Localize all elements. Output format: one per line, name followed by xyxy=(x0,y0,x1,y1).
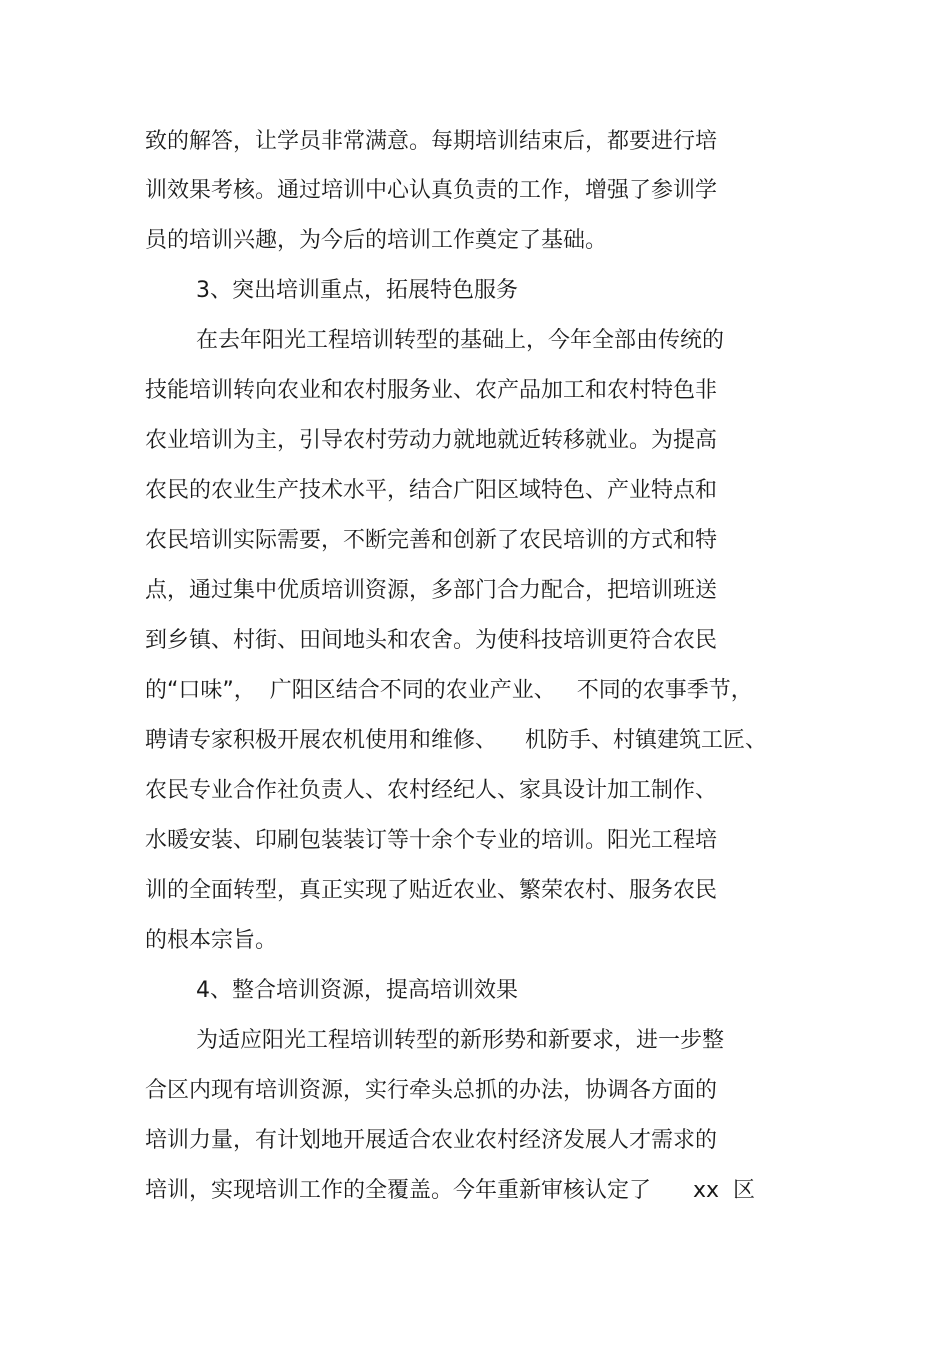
paragraph-line: 农民培训实际需要，不断完善和创新了农民培训的方式和特 xyxy=(145,528,718,553)
paragraph-line: 合区内现有培训资源，实行牵头总抓的办法，协调各方面的 xyxy=(145,1078,718,1103)
paragraph-line: 的“口味”， 广阳区结合不同的农业产业、 不同的农事季节， xyxy=(145,678,753,703)
paragraph-line: 为适应阳光工程培训转型的新形势和新要求，进一步整 xyxy=(196,1028,725,1053)
paragraph-line: 在去年阳光工程培训转型的基础上，今年全部由传统的 xyxy=(196,328,725,353)
paragraph-line: 聘请专家积极开展农机使用和维修、 机防手、村镇建筑工匠、 xyxy=(145,728,767,753)
paragraph-line: 员的培训兴趣，为今后的培训工作奠定了基础。 xyxy=(145,228,608,253)
paragraph-line: 培训力量，有计划地开展适合农业农村经济发展人才需求的 xyxy=(145,1128,718,1153)
paragraph-line: 技能培训转向农业和农村服务业、农产品加工和农村特色非 xyxy=(145,378,718,403)
paragraph-line: 农民的农业生产技术水平，结合广阳区域特色、产业特点和 xyxy=(145,478,718,503)
paragraph-line: 点，通过集中优质培训资源，多部门合力配合，把培训班送 xyxy=(145,578,718,603)
paragraph-line: 训效果考核。通过培训中心认真负责的工作，增强了参训学 xyxy=(145,178,718,203)
section-heading: 3、突出培训重点，拓展特色服务 xyxy=(196,278,518,303)
section-heading: 4、整合培训资源，提高培训效果 xyxy=(196,978,518,1003)
paragraph-line: 到乡镇、村街、田间地头和农舍。为使科技培训更符合农民 xyxy=(145,628,718,653)
paragraph-line: 农民专业合作社负责人、农村经纪人、家具设计加工制作、 xyxy=(145,778,718,803)
paragraph-line: 的根本宗旨。 xyxy=(145,928,278,953)
paragraph-line: 致的解答，让学员非常满意。每期培训结束后，都要进行培 xyxy=(145,129,718,154)
paragraph-line: 农业培训为主，引导农村劳动力就地就近转移就业。为提高 xyxy=(145,428,718,453)
paragraph-line: 培训，实现培训工作的全覆盖。今年重新审核认定了 xx 区 xyxy=(145,1178,755,1203)
paragraph-line: 水暖安装、印刷包装装订等十余个专业的培训。阳光工程培 xyxy=(145,828,718,853)
paragraph-line: 训的全面转型，真正实现了贴近农业、繁荣农村、服务农民 xyxy=(145,878,718,903)
